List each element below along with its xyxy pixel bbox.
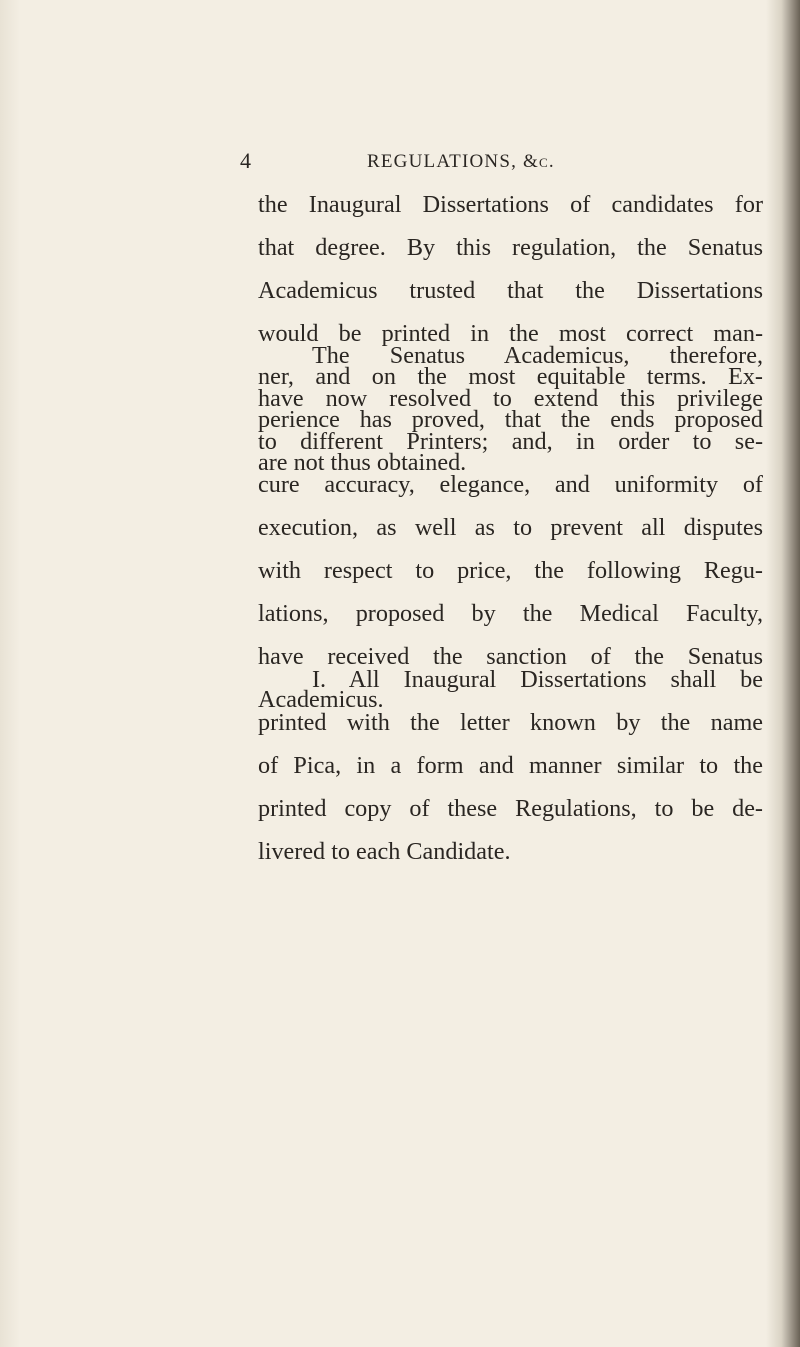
- text-line: ner, and on the most equitable terms. Ex-: [258, 363, 763, 390]
- text-line: have received the sanction of the Senatus: [258, 643, 763, 670]
- text-line: to different Printers; and, in order to se-: [258, 428, 763, 455]
- text-line: have now resolved to extend this privilege: [258, 385, 763, 412]
- page-left-edge: [0, 0, 20, 1347]
- text-line: cure accuracy, elegance, and uniformity of: [258, 471, 763, 498]
- running-head-title: REGULATIONS, &c.: [367, 151, 555, 172]
- page-binding-shadow: [766, 0, 800, 1347]
- text-line: Academicus trusted that the Dissertations: [258, 277, 763, 304]
- text-line: are not thus obtained.: [258, 449, 467, 476]
- text-line: lations, proposed by the Medical Faculty,: [258, 600, 763, 627]
- text-line: of Pica, in a form and manner similar to the: [258, 752, 763, 779]
- text-line: livered to each Candidate.: [258, 838, 511, 865]
- text-line: that degree. By this regulation, the Senatus: [258, 234, 763, 261]
- text-line: perience has proved, that the ends proposed: [258, 406, 763, 433]
- paragraph-3: [258, 658, 763, 873]
- text-line: The Senatus Academicus, therefore,: [312, 342, 763, 369]
- text-line: would be printed in the most correct man-: [258, 320, 763, 347]
- text-line: printed with the letter known by the name: [258, 709, 763, 736]
- text-line: with respect to price, the following Regu-: [258, 557, 763, 584]
- text-line: I. All Inaugural Dissertations shall be: [312, 666, 763, 693]
- text-line: execution, as well as to prevent all disputes: [258, 514, 763, 541]
- page-number: 4: [240, 148, 251, 173]
- text-line: the Inaugural Dissertations of candidates for: [258, 191, 763, 218]
- text-line: printed copy of these Regulations, to be de-: [258, 795, 763, 822]
- text-line: Academicus.: [258, 686, 384, 713]
